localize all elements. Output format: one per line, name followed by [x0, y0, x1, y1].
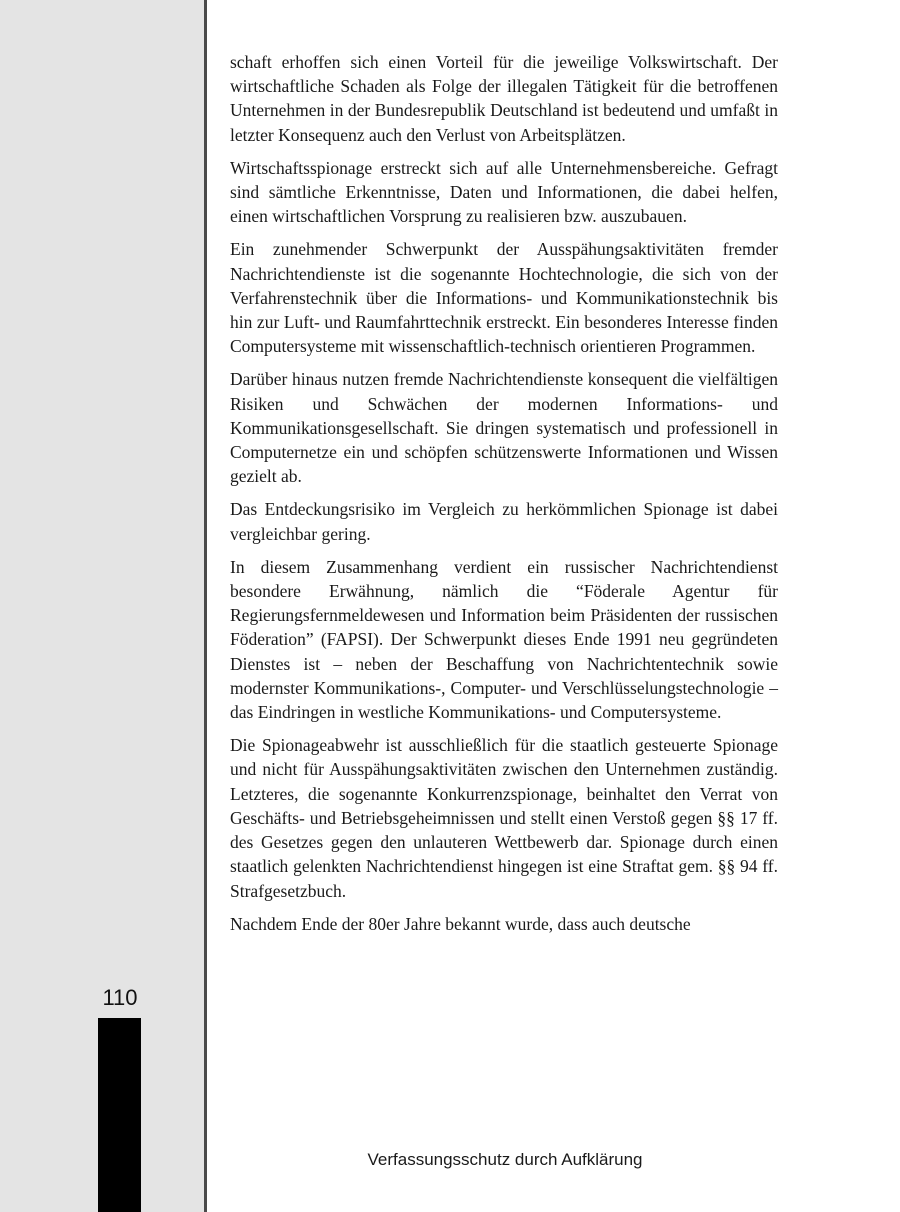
paragraph-3: Ein zunehmender Schwerpunkt der Ausspähungsaktivitäten fremder Nachrichtendienste ist die sogenannte Hochtechnologie, die sich von der Verfahrenstechnik über die Informations- und Kommunikationstechnik bis hin zur Luft- und Raumfahrttechnik erstreckt. Ein besonderes Interesse finden Computersysteme mit wissenschaftlich-technisch orientieren Programmen.	[230, 239, 778, 357]
page-thumb-tab	[98, 1018, 141, 1212]
paragraph-7: Die Spionageabwehr ist ausschließlich für die staatlich gesteuerte Spionage und nicht für Ausspähungsaktivitäten zwischen den Unternehmen zuständig. Letzteres, die sogenannte Konkurrenzspionage, beinhaltet den Verrat von Geschäfts- und Betriebsgeheimnissen und stellt einen Verstoß gegen §§ 17 ff. des Gesetzes gegen den unlauteren Wettbewerb dar. Spionage durch einen staatlich gelenkten Nachrichtendienst hingegen ist eine Straftat gem. §§ 94 ff. Strafgesetzbuch.	[230, 735, 778, 901]
margin-divider	[204, 0, 207, 1212]
paragraph-4: Darüber hinaus nutzen fremde Nachrichtendienste konsequent die vielfältigen Risiken und Schwächen der modernen Informations- und Kommunikationsgesellschaft. Sie dringen systematisch und professionell in Computernetze ein und schöpfen schützenswerte Informationen und Wissen gezielt ab.	[230, 369, 778, 487]
page-footer: Verfassungsschutz durch Aufklärung	[367, 1150, 643, 1169]
page-number: 110	[102, 985, 138, 1010]
paragraph-6: In diesem Zusammenhang verdient ein russischer Nachrichtendienst besondere Erwähnung, nämlich die “Föderale Agentur für Regierungsfernmeldewesen und Information beim Präsidenten der russischen Föderation” (FAPSI). Der Schwerpunkt dieses Ende 1991 neu gegründeten Dienstes ist – neben der Beschaffung von Nachrichtentechnik sowie modernster Kommunikations-, Computer- und Verschlüsselungstechnologie – das Eindringen in westliche Kommunikations- und Computersysteme.	[230, 556, 778, 723]
paragraph-2: Wirtschaftsspionage erstreckt sich auf alle Unternehmensbereiche. Gefragt sind sämtliche Erkenntnisse, Daten und Informationen, die dabei helfen, einen wirtschaftlichen Vorsprung zu realisieren bzw. auszubauen.	[230, 157, 778, 227]
body-text	[230, 50, 778, 945]
paragraph-8: Nachdem Ende der 80er Jahre bekannt wurde, dass auch deutsche	[230, 913, 691, 934]
paragraph-1: schaft erhoffen sich einen Vorteil für die jeweilige Volkswirtschaft. Der wirtschaftliche Schaden als Folge der illegalen Tätigkeit für die betroffenen Unternehmen in der Bundesrepublik Deutschland ist bedeutend und umfaßt in letzter Konsequenz auch den Verlust von Arbeitsplätzen.	[230, 52, 778, 145]
paragraph-5: Das Entdeckungsrisiko im Vergleich zu herkömmlichen Spionage ist dabei vergleichbar gering.	[230, 499, 778, 544]
